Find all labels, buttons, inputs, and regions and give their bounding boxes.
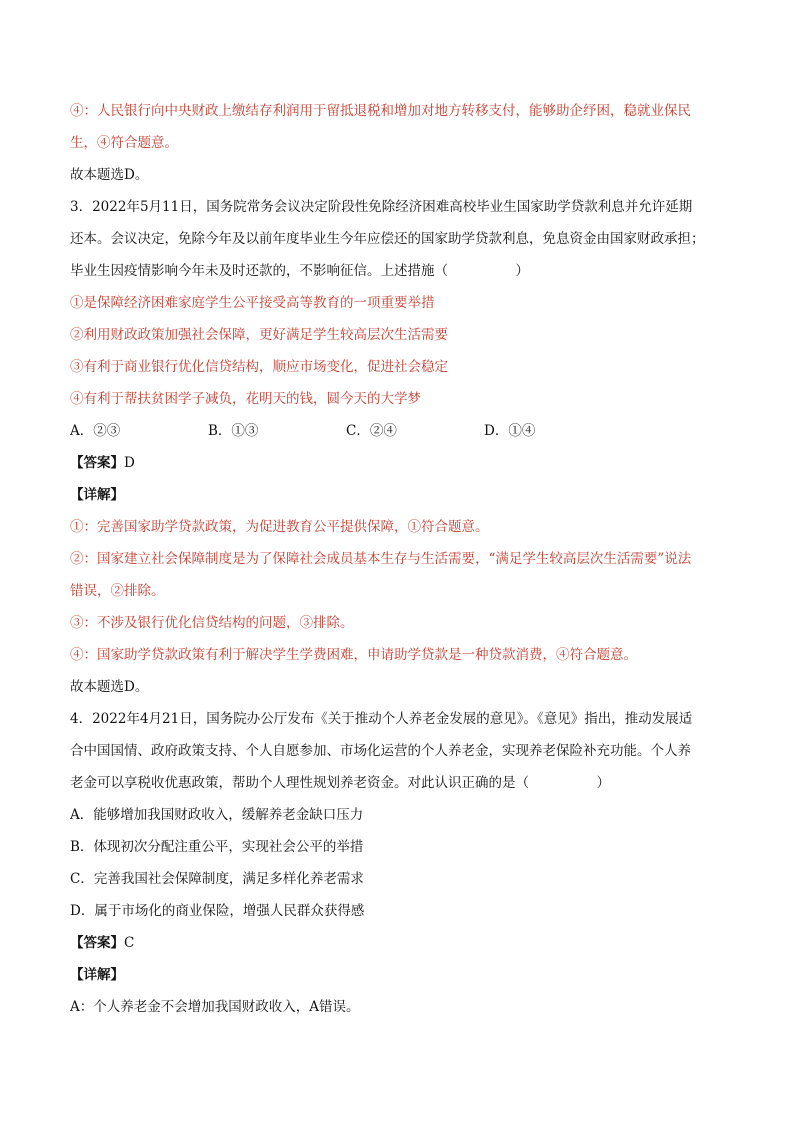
q4-answer-label: 【答案】 — [70, 935, 124, 951]
q3-answer-label: 【答案】 — [70, 455, 124, 471]
q4-option-d: D．属于市场化的商业保险，增强人民群众获得感 — [70, 903, 365, 919]
q3-option-a: A．②③ — [70, 423, 121, 439]
q2-analysis-4-line2: 生，④符合题意。 — [70, 135, 178, 151]
q4-stem-line3: 老金可以享税收优惠政策，帮助个人理性规划养老资金。对此认识正确的是（ ） — [70, 775, 610, 791]
q3-detail-label: 【详解】 — [70, 487, 124, 503]
q4-option-c: C．完善我国社会保障制度，满足多样化养老需求 — [70, 871, 364, 887]
q3-analysis-1: ①：完善国家助学贷款政策，为促进教育公平提供保障，①符合题意。 — [70, 519, 489, 535]
q3-answer — [70, 453, 135, 473]
q4-detail-label: 【详解】 — [70, 967, 124, 983]
q3-answer-value: D — [124, 455, 135, 471]
q4-answer-value: C — [124, 935, 135, 951]
q3-option-b: B．①③ — [208, 423, 259, 439]
q3-stem-line3: 毕业生因疫情影响今年未及时还款的，不影响征信。上述措施（ ） — [70, 263, 529, 279]
q4-stem-line2: 合中国国情、政府政策支持、个人自愿参加、市场化运营的个人养老金，实现养老保险补充功能。个人养 — [70, 743, 691, 759]
q3-analysis-2-line2: 错误，②排除。 — [70, 583, 165, 599]
q3-analysis-3: ③：不涉及银行优化信贷结构的问题，③排除。 — [70, 615, 354, 631]
q3-analysis-4: ④：国家助学贷款政策有利于解决学生学费困难，申请助学贷款是一种贷款消费，④符合题意。 — [70, 647, 637, 663]
q2-conclusion: 故本题选D。 — [70, 167, 149, 183]
q3-stem-line2: 还本。会议决定，免除今年及以前年度毕业生今年应偿还的国家助学贷款利息，免息资金由国家财政承担； — [70, 231, 705, 247]
q3-stem-line1: 3．2022年5月11日，国务院常务会议决定阶段性免除经济困难高校毕业生国家助学贷款利息并允许延期 — [70, 199, 693, 215]
q3-analysis-2-line1: ②：国家建立社会保障制度是为了保障社会成员基本生存与生活需要，“满足学生较高层次生活需要”说法 — [70, 551, 692, 567]
q3-statement-4: ④有利于帮扶贫困学子减负，花明天的钱，圆今天的大学梦 — [70, 391, 421, 407]
q4-option-b: B．体现初次分配注重公平，实现社会公平的举措 — [70, 839, 364, 855]
q4-stem-line1: 4．2022年4月21日，国务院办公厅发布《关于推动个人养老金发展的意见》。《意见》指出，推动发展适 — [70, 711, 693, 727]
q3-statement-2: ②利用财政政策加强社会保障，更好满足学生较高层次生活需要 — [70, 327, 448, 343]
q3-option-c: C．②④ — [346, 423, 397, 439]
q3-option-d: D．①④ — [484, 423, 536, 439]
q4-analysis-a: A：个人养老金不会增加我国财政收入，A错误。 — [70, 999, 360, 1015]
q3-statement-1: ①是保障经济困难家庭学生公平接受高等教育的一项重要举措 — [70, 295, 435, 311]
q3-statement-3: ③有利于商业银行优化信贷结构，顺应市场变化，促进社会稳定 — [70, 359, 448, 375]
q4-answer — [70, 933, 134, 953]
q4-option-a: A．能够增加我国财政收入，缓解养老金缺口压力 — [70, 807, 364, 823]
q3-conclusion: 故本题选D。 — [70, 679, 149, 695]
q2-analysis-4-line1: ④：人民银行向中央财政上缴结存利润用于留抵退税和增加对地方转移支付，能够助企纾困，稳就业保民 — [70, 103, 691, 119]
